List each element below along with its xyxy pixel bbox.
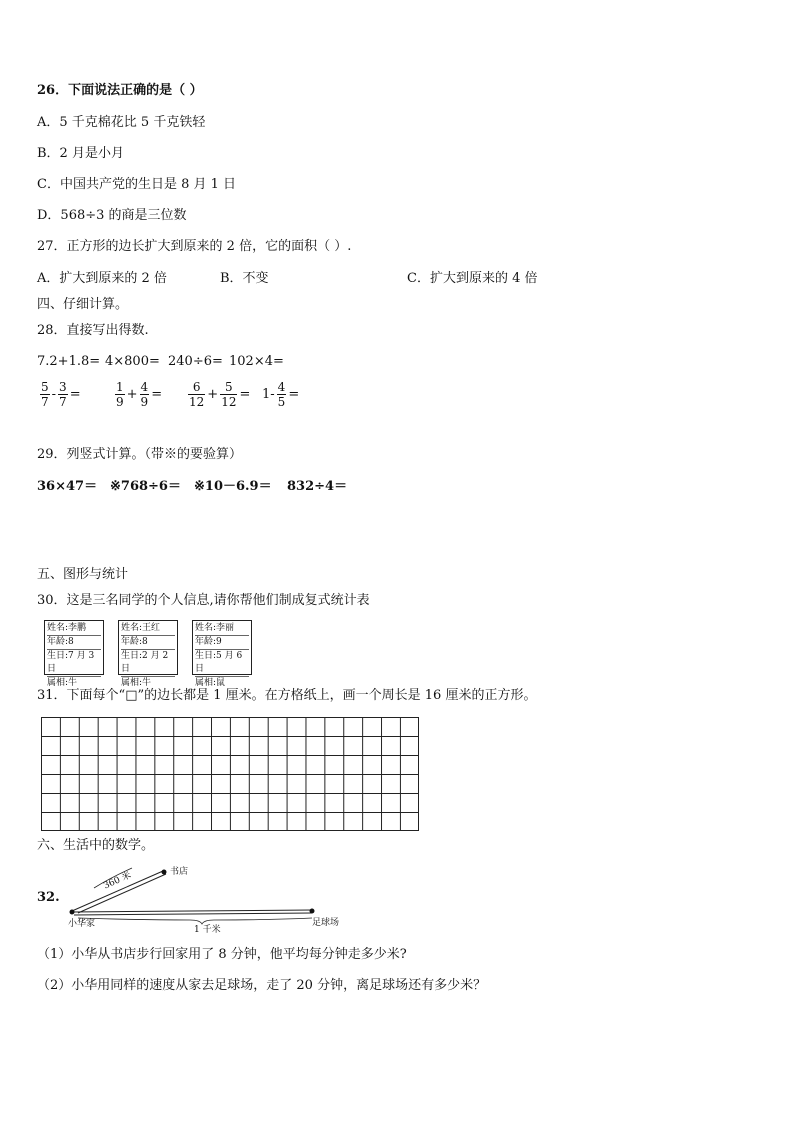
bookstore-label: 书店 bbox=[170, 867, 189, 877]
q27-option-b: B．不变 bbox=[220, 271, 269, 286]
card-zodiac: 属相:牛 bbox=[47, 678, 78, 688]
q28-expr-3: 240÷6= bbox=[168, 354, 223, 369]
q27-title: 27．正方形的边长扩大到原来的 2 倍，它的面积（ ）. bbox=[37, 239, 352, 254]
info-card-1 bbox=[44, 620, 104, 688]
card-zodiac: 属相:牛 bbox=[121, 678, 152, 688]
q32-number: 32. bbox=[37, 890, 60, 905]
q29-title: 29．列竖式计算。（带※的要验算） bbox=[37, 447, 243, 462]
q29-item-1: 36×47＝ bbox=[37, 479, 98, 494]
q30-title: 30．这是三名同学的个人信息,请你帮他们制成复式统计表 bbox=[37, 593, 370, 608]
home-point bbox=[70, 910, 75, 915]
q27-option-c: C．扩大到原来的 4 倍 bbox=[407, 271, 538, 286]
q28-expr-2: 4×800= bbox=[105, 354, 160, 369]
card-age: 年龄:9 bbox=[195, 636, 249, 650]
q26-title: 26．下面说法正确的是（ ） bbox=[37, 83, 203, 98]
info-card-3 bbox=[192, 620, 252, 688]
card-birthday: 生日:5 月 6 日 bbox=[195, 650, 249, 677]
q29-item-4: 832÷4＝ bbox=[287, 479, 348, 494]
card-age: 年龄:8 bbox=[121, 636, 175, 650]
q29-item-3: ※10－6.9＝ bbox=[194, 479, 272, 494]
q29-item-2: ※768÷6＝ bbox=[110, 479, 181, 494]
q32-part-2: （2）小华用同样的速度从家去足球场，走了 20 分钟，离足球场还有多少米？ bbox=[37, 978, 487, 993]
bookstore-point bbox=[162, 870, 167, 875]
info-card-2 bbox=[118, 620, 178, 688]
home-label: 小华家 bbox=[68, 919, 96, 929]
q26-option-d: D．568÷3 的商是三位数 bbox=[37, 208, 187, 223]
q26-option-a: A．5 千克棉花比 5 千克铁轻 bbox=[37, 115, 206, 130]
q28-fraction-expr-3: 6 12 + 5 12 = bbox=[189, 380, 251, 409]
q32-part-1: （1）小华从书店步行回家用了 8 分钟，他平均每分钟走多少米? bbox=[37, 947, 407, 962]
q28-fraction-expr-1: 5 7 - 3 7 = bbox=[41, 380, 81, 409]
card-name: 姓名:李丽 bbox=[195, 622, 249, 636]
stadium-point bbox=[310, 909, 315, 914]
q28-fraction-expr-2: 1 9 + 4 9 = bbox=[116, 380, 163, 409]
q31-title: 31．下面每个“□”的边长都是 1 厘米。在方格纸上，画一个周长是 16 厘米的正方形。 bbox=[37, 688, 537, 703]
q26-option-c: C．中国共产党的生日是 8 月 1 日 bbox=[37, 177, 237, 192]
q28-expr-1: 7.2+1.8= bbox=[37, 354, 101, 369]
distance-stadium-label: 1 千米 bbox=[194, 925, 221, 935]
card-birthday: 生日:2 月 2 日 bbox=[121, 650, 175, 677]
card-name: 姓名:李鹏 bbox=[47, 622, 101, 636]
distance-bookstore-label: 360 米 bbox=[102, 870, 133, 892]
card-zodiac: 属相:鼠 bbox=[195, 678, 226, 688]
q28-title: 28．直接写出得数. bbox=[37, 323, 149, 338]
section-5-heading: 五、图形与统计 bbox=[37, 567, 129, 582]
stadium-label: 足球场 bbox=[312, 918, 340, 928]
section-4-heading: 四、仔细计算。 bbox=[37, 297, 129, 312]
card-birthday: 生日:7 月 3 日 bbox=[47, 650, 101, 677]
square-grid[interactable] bbox=[41, 717, 419, 831]
q28-expr-4: 102×4= bbox=[229, 354, 284, 369]
q28-fraction-expr-4: 1- 4 5 = bbox=[262, 380, 300, 409]
card-age: 年龄:8 bbox=[47, 636, 101, 650]
q27-option-a: A．扩大到原来的 2 倍 bbox=[37, 271, 167, 286]
section-6-heading: 六、生活中的数学。 bbox=[37, 838, 155, 853]
q26-option-b: B．2 月是小月 bbox=[37, 146, 124, 161]
card-name: 姓名:王红 bbox=[121, 622, 175, 636]
